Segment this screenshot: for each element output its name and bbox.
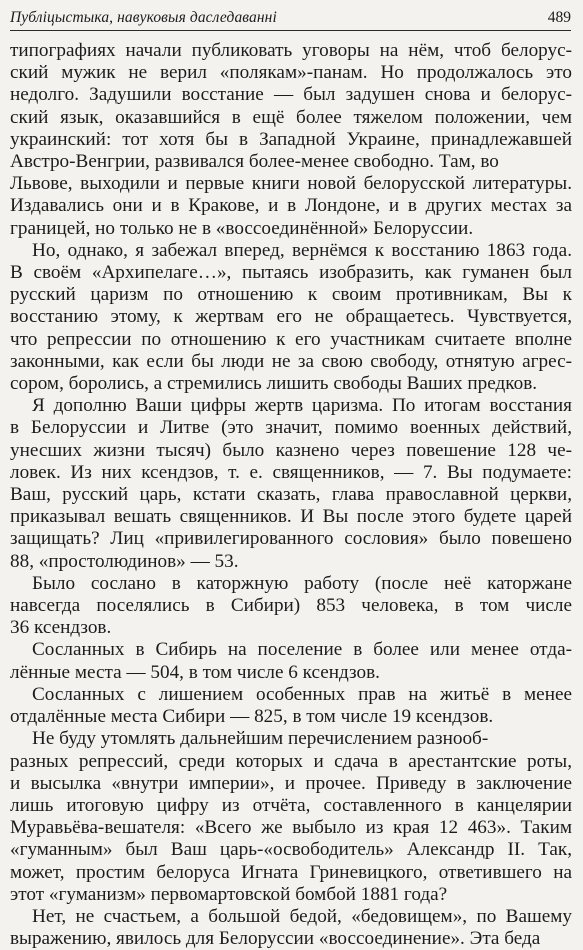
text-line: и высылка «внутри империи», и прочее. Приведу в заключение (10, 772, 572, 794)
body-text (10, 40, 572, 950)
section-title: Публіцыстыка, навуковыя даследаванні (10, 9, 277, 26)
text-line: может, простим белоруса Игната Гриневицкого, ответившего на (10, 861, 572, 883)
text-line: законными, как если бы люди не за свою свободу, отнятую агрес- (10, 350, 572, 372)
text-line: недолго. Задушили восстание — был задушен снова и белорус- (10, 84, 572, 106)
text-line: Муравьёва-вешателя: «Всего же выбыло из края 12 463». Таким (10, 817, 572, 839)
text-line: защищать? Лиц «привилегированного сословия» было повешено (10, 528, 572, 550)
text-line: Нет, не счастьем, а большой бедой, «бедовищем», по Вашему (32, 905, 572, 927)
text-line: унесших жизни тысяч) было казнено через повешение 128 че- (10, 439, 572, 461)
text-line: Сосланных в Сибирь на поселение в более или менее отда- (32, 639, 572, 661)
paragraph (10, 728, 572, 906)
paragraph (10, 639, 572, 683)
text-line: В своём «Архипелаге…», пытаясь изобразить, как гуманен был (10, 262, 572, 284)
text-line: Издавались они и в Кракове, и в Лондоне, и в других местах за (10, 195, 572, 217)
text-line: границей, но только не в «воссоединённой» Белоруссии. (10, 217, 474, 239)
text-line: Но, однако, я забежал вперед, вернёмся к восстанию 1863 года. (32, 239, 572, 261)
paragraph (10, 684, 572, 728)
paragraph (10, 395, 572, 573)
text-line: разных репрессий, среди которых и сдача в арестантские роты, (10, 750, 572, 772)
text-line: сором, боролись, а стремились лишить свободы Ваших предков. (10, 373, 538, 395)
text-line: русский царизм по отношению к своим противникам, Вы к (10, 284, 572, 306)
text-line: Я дополню Ваши цифры жертв царизма. По итогам восстания (32, 395, 572, 417)
text-line: лённые места — 504, в том числе 6 ксендзов. (10, 661, 380, 683)
text-line: Львове, выходили и первые книги новой белорусской литературы. (10, 173, 572, 195)
text-line: Было сослано в каторжную работу (после неё каторжане (32, 572, 572, 594)
text-line: Сосланных с лишением особенных прав на житьё в менее (32, 683, 572, 705)
text-line: типографиях начали публиковать уговоры на нём, чтоб белорус- (10, 40, 572, 61)
text-line: ский мужик не верил «полякам»-панам. Но продолжалось это (10, 62, 572, 84)
running-header (10, 4, 571, 31)
text-line: 88, «простолюдинов» — 53. (10, 550, 239, 572)
text-line: отдалённые места Сибири — 825, в том числе 19 ксендзов. (10, 706, 494, 728)
text-line: что репрессии по отношению к его участникам считаете вполне (10, 328, 572, 350)
text-line: Австро-Венгрии, развивался более-менее свободно. Там, во (10, 151, 499, 173)
text-line: 36 ксендзов. (10, 617, 112, 639)
text-line: приказывал вешать священников. И Вы после этого будете царей (10, 506, 572, 528)
text-line: Не буду утомлять дальнейшим перечислением разнооб- (32, 728, 489, 750)
text-line: этот «гуманизм» первомартовской бомбой 1881 года? (10, 883, 448, 905)
text-line: украинский: тот хотя бы в Западной Украине, принадлежавшей (10, 128, 572, 150)
paragraph (10, 240, 572, 395)
paragraph (10, 40, 572, 240)
page-number: 489 (547, 9, 571, 26)
text-line: восстанию этому, к жертвам его не обращаетесь. Чувствуется, (10, 306, 572, 328)
text-line: Ваш, русский царь, кстати сказать, глава православной церкви, (10, 484, 572, 506)
text-line: навсегда поселялись в Сибири) 853 человека, в том числе (10, 595, 572, 617)
text-line: «гуманным» был Ваш царь-«освободитель» Александр II. Так, (10, 839, 572, 861)
text-line: лишь итоговую цифру из отчёта, составленного в канцелярии (10, 794, 572, 816)
text-line: ский язык, оказавшийся в ещё более тяжелом положении, чем (10, 106, 572, 128)
text-line: выражению, явилось для Белоруссии «воссоединение». Эта беда (10, 928, 541, 950)
paragraph (10, 906, 572, 950)
text-line: в Белоруссии и Литве (это значит, помимо военных действий, (10, 417, 572, 439)
text-line: ловек. Из них ксендзов, т. е. священников, — 7. Вы подумаете: (10, 461, 572, 483)
paragraph (10, 573, 572, 640)
